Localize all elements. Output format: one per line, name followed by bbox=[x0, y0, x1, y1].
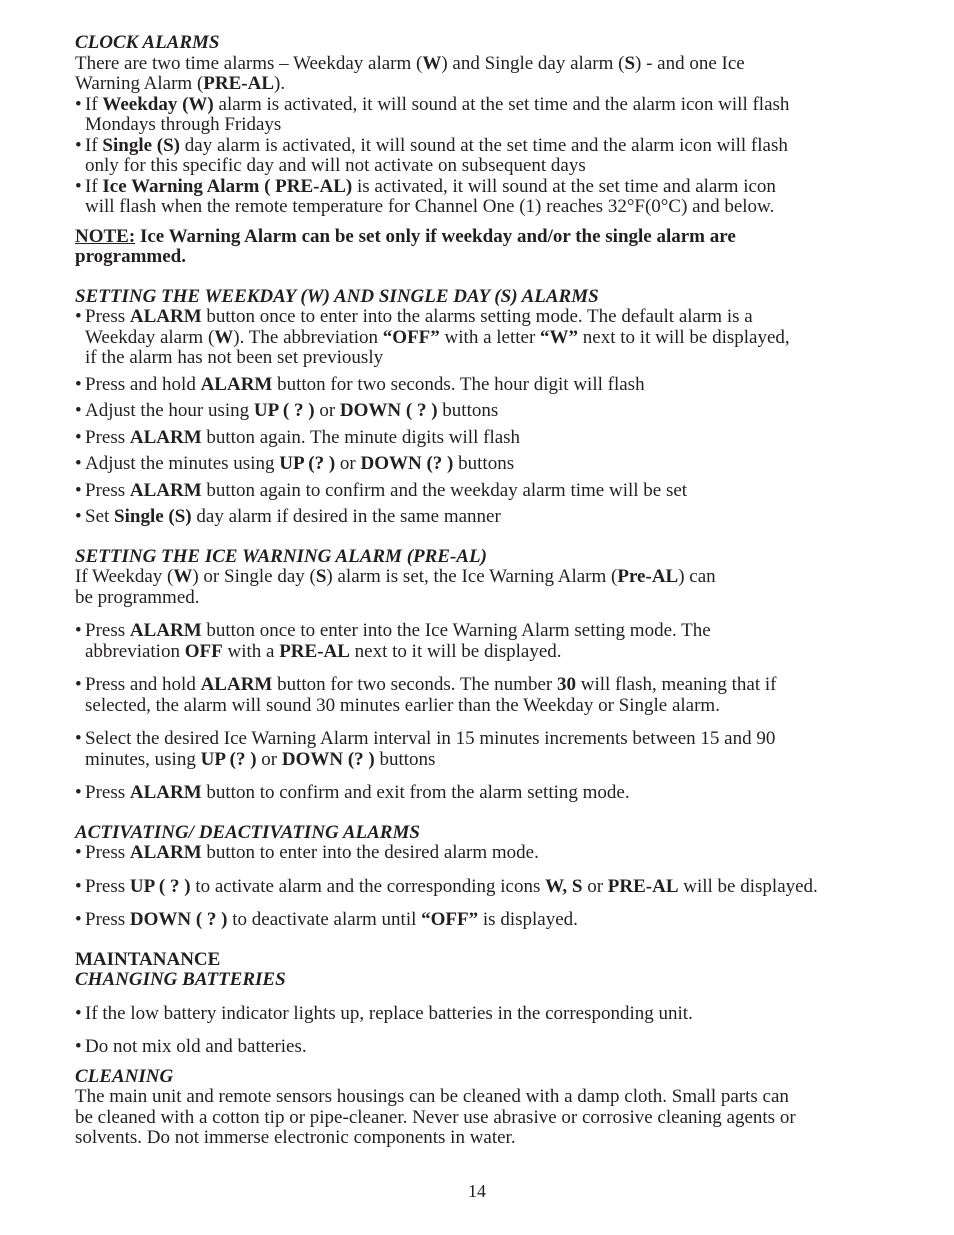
weekday-single-heading: SETTING THE WEEKDAY (W) AND SINGLE DAY (S) ALARMS bbox=[75, 285, 599, 307]
list-item bbox=[75, 454, 895, 475]
bold-text: S bbox=[315, 566, 327, 587]
bold-text: Single (S) bbox=[114, 506, 192, 527]
bold-text: programmed. bbox=[75, 246, 186, 267]
list-item bbox=[75, 375, 895, 396]
list-item bbox=[75, 428, 895, 449]
bold-text: Ice Warning Alarm can be set only if weekday and/or the single alarm are bbox=[135, 225, 736, 247]
bullet-icon: • bbox=[75, 479, 82, 501]
list-item-text: Press ALARM button again to confirm and the weekday alarm time will be set bbox=[85, 479, 688, 501]
list-item-text: Press ALARM button to confirm and exit from the alarm setting mode. bbox=[85, 782, 630, 803]
ice-warning-intro: If Weekday (W) or Single day (S) alarm is set, the Ice Warning Alarm (Pre-AL) can be programmed. bbox=[75, 566, 716, 608]
bullet-icon: • bbox=[75, 426, 82, 448]
bullet-icon: • bbox=[75, 373, 82, 395]
weekday-single-list bbox=[75, 307, 895, 528]
list-item-text: Press ALARM button once to enter into the Ice Warning Alarm setting mode. The abbreviation OFF with a PRE-AL next to it will be displayed. bbox=[85, 620, 711, 662]
list-item bbox=[75, 507, 895, 528]
bold-text: 30 bbox=[556, 674, 576, 695]
bold-text: ALARM bbox=[129, 782, 202, 803]
bold-text: PRE-AL bbox=[607, 875, 679, 897]
bold-text: OFF bbox=[184, 640, 223, 662]
bold-text: Weekday (W) bbox=[102, 93, 214, 115]
list-item bbox=[75, 1037, 895, 1058]
bold-text: PRE-AL bbox=[279, 640, 350, 662]
list-item bbox=[75, 675, 895, 716]
bullet-icon: • bbox=[75, 674, 82, 695]
ice-warning-list bbox=[75, 621, 895, 804]
bold-text: ALARM bbox=[129, 479, 202, 501]
list-item-text: Adjust the minutes using UP (? ) or DOWN (? ) buttons bbox=[85, 453, 515, 474]
section-maintenance bbox=[75, 950, 895, 1058]
bold-text: W bbox=[214, 326, 234, 348]
bold-text: S bbox=[624, 52, 636, 74]
bold-text: ALARM bbox=[129, 306, 202, 327]
section-cleaning bbox=[75, 1067, 895, 1149]
list-item-text: Adjust the hour using UP ( ? ) or DOWN ( ? ) buttons bbox=[85, 400, 499, 421]
bold-text: Pre-AL bbox=[617, 566, 679, 587]
bold-text: ALARM bbox=[129, 842, 202, 863]
bold-text: UP (? ) bbox=[279, 453, 336, 474]
bullet-icon: • bbox=[75, 782, 82, 803]
bullet-icon: • bbox=[75, 620, 82, 641]
activating-heading: ACTIVATING/ DEACTIVATING ALARMS bbox=[75, 821, 420, 843]
bullet-icon: • bbox=[75, 134, 82, 156]
list-item bbox=[75, 177, 895, 218]
bold-text: UP ( ? ) bbox=[129, 875, 191, 897]
list-item bbox=[75, 621, 895, 662]
bold-text: DOWN ( ? ) bbox=[339, 400, 438, 421]
bold-text: W, S bbox=[545, 875, 583, 897]
list-item-text: Press and hold ALARM button for two seconds. The hour digit will flash bbox=[85, 373, 645, 395]
bold-text: ALARM bbox=[200, 674, 273, 695]
list-item bbox=[75, 843, 895, 864]
activating-list bbox=[75, 843, 895, 931]
bullet-icon: • bbox=[75, 506, 82, 527]
list-item-text: Press ALARM button once to enter into the alarms setting mode. The default alarm is a Weekday alarm (W). The abbreviation “OFF” with a letter “W” next to it will be displayed, if the alarm has not been set previously bbox=[85, 306, 790, 368]
list-item-text: Press UP ( ? ) to activate alarm and the corresponding icons W, S or PRE-AL will be displayed. bbox=[85, 875, 818, 897]
manual-page bbox=[75, 33, 895, 1149]
bold-text: ALARM bbox=[129, 426, 202, 448]
list-item-text: Press DOWN ( ? ) to deactivate alarm until “OFF” is displayed. bbox=[85, 909, 578, 930]
list-item bbox=[75, 783, 895, 804]
list-item-text: Press ALARM button again. The minute digits will flash bbox=[85, 426, 521, 448]
bold-text: DOWN ( ? ) bbox=[129, 909, 228, 930]
bold-text: “OFF” bbox=[421, 909, 479, 930]
section-ice-warning bbox=[75, 547, 895, 804]
bold-text: “OFF” bbox=[382, 326, 440, 348]
bullet-icon: • bbox=[75, 1002, 82, 1024]
ice-warning-heading: SETTING THE ICE WARNING ALARM (PRE-AL) bbox=[75, 545, 487, 567]
bold-text: Ice Warning Alarm ( PRE-AL) bbox=[102, 175, 353, 197]
bold-text: UP (? ) bbox=[200, 748, 257, 770]
section-activating bbox=[75, 823, 895, 931]
cleaning-heading: CLEANING bbox=[75, 1065, 174, 1087]
clock-alarms-intro: There are two time alarms – Weekday alarm (W) and Single day alarm (S) - and one Ice Warning Alarm (PRE-AL). bbox=[75, 52, 745, 94]
list-item-text: If Weekday (W) alarm is activated, it will sound at the set time and the alarm icon will flash Mondays through Fridays bbox=[85, 93, 790, 135]
bold-text: UP ( ? ) bbox=[253, 400, 315, 421]
bold-text: DOWN (? ) bbox=[360, 453, 454, 474]
bold-text: PRE-AL bbox=[203, 73, 275, 94]
list-item bbox=[75, 910, 895, 931]
list-item bbox=[75, 729, 895, 770]
bold-text: “W” bbox=[540, 326, 579, 348]
bullet-icon: • bbox=[75, 842, 82, 863]
bold-text: W bbox=[173, 566, 193, 587]
maintenance-heading: MAINTANANCE bbox=[75, 948, 221, 970]
list-item-text: If Ice Warning Alarm ( PRE-AL) is activated, it will sound at the set time and alarm icon will flash when the remote temperature for Channel One (1) reaches 32°F(0°C) and below. bbox=[85, 175, 776, 217]
list-item bbox=[75, 1004, 895, 1025]
bold-text: DOWN (? ) bbox=[281, 748, 375, 770]
clock-alarms-list bbox=[75, 95, 895, 218]
section-weekday-single bbox=[75, 287, 895, 528]
list-item-text: Set Single (S) day alarm if desired in the same manner bbox=[85, 506, 501, 527]
list-item-text: Select the desired Ice Warning Alarm interval in 15 minutes increments between 15 and 90 minutes, using UP (? ) or DOWN (? ) buttons bbox=[85, 728, 776, 770]
changing-batteries-heading: CHANGING BATTERIES bbox=[75, 969, 286, 990]
bold-text: W bbox=[422, 52, 442, 74]
bullet-icon: • bbox=[75, 1036, 82, 1057]
bullet-icon: • bbox=[75, 453, 82, 474]
list-item bbox=[75, 481, 895, 502]
list-item-text: If the low battery indicator lights up, replace batteries in the corresponding unit. bbox=[85, 1002, 693, 1024]
list-item bbox=[75, 136, 895, 177]
list-item-text: Press and hold ALARM button for two seconds. The number 30 will flash, meaning that if selected, the alarm will sound 30 minutes earlier than the Weekday or Single alarm. bbox=[85, 674, 777, 716]
list-item bbox=[75, 401, 895, 422]
list-item bbox=[75, 307, 895, 369]
bold-text: NOTE: bbox=[75, 225, 136, 247]
list-item bbox=[75, 95, 895, 136]
list-item-text: Press ALARM button to enter into the desired alarm mode. bbox=[85, 842, 539, 863]
note-paragraph bbox=[75, 227, 895, 268]
batteries-list bbox=[75, 1004, 895, 1058]
bold-text: ALARM bbox=[200, 373, 273, 395]
bold-text: Single (S) bbox=[102, 134, 181, 156]
list-item-text: If Single (S) day alarm is activated, it will sound at the set time and the alarm icon will flash only for this specific day and will not activate on subsequent days bbox=[85, 134, 788, 176]
list-item-text: Do not mix old and batteries. bbox=[85, 1036, 307, 1057]
bullet-icon: • bbox=[75, 175, 82, 197]
page-number: 14 bbox=[468, 1181, 486, 1201]
bullet-icon: • bbox=[75, 728, 82, 749]
clock-alarms-heading: CLOCK ALARMS bbox=[75, 32, 220, 53]
list-item bbox=[75, 877, 895, 898]
bullet-icon: • bbox=[75, 909, 82, 930]
section-clock-alarms bbox=[75, 33, 895, 218]
bullet-icon: • bbox=[75, 400, 82, 421]
cleaning-paragraph: The main unit and remote sensors housings can be cleaned with a damp cloth. Small parts can be cleaned with a cotton tip or pipe-cleaner. Never use abrasive or corrosive cleaning agents or solvents. Do not immerse electronic components in water. bbox=[75, 1086, 796, 1148]
bullet-icon: • bbox=[75, 875, 82, 897]
bullet-icon: • bbox=[75, 93, 82, 115]
bullet-icon: • bbox=[75, 306, 82, 327]
bold-text: ALARM bbox=[129, 620, 202, 641]
